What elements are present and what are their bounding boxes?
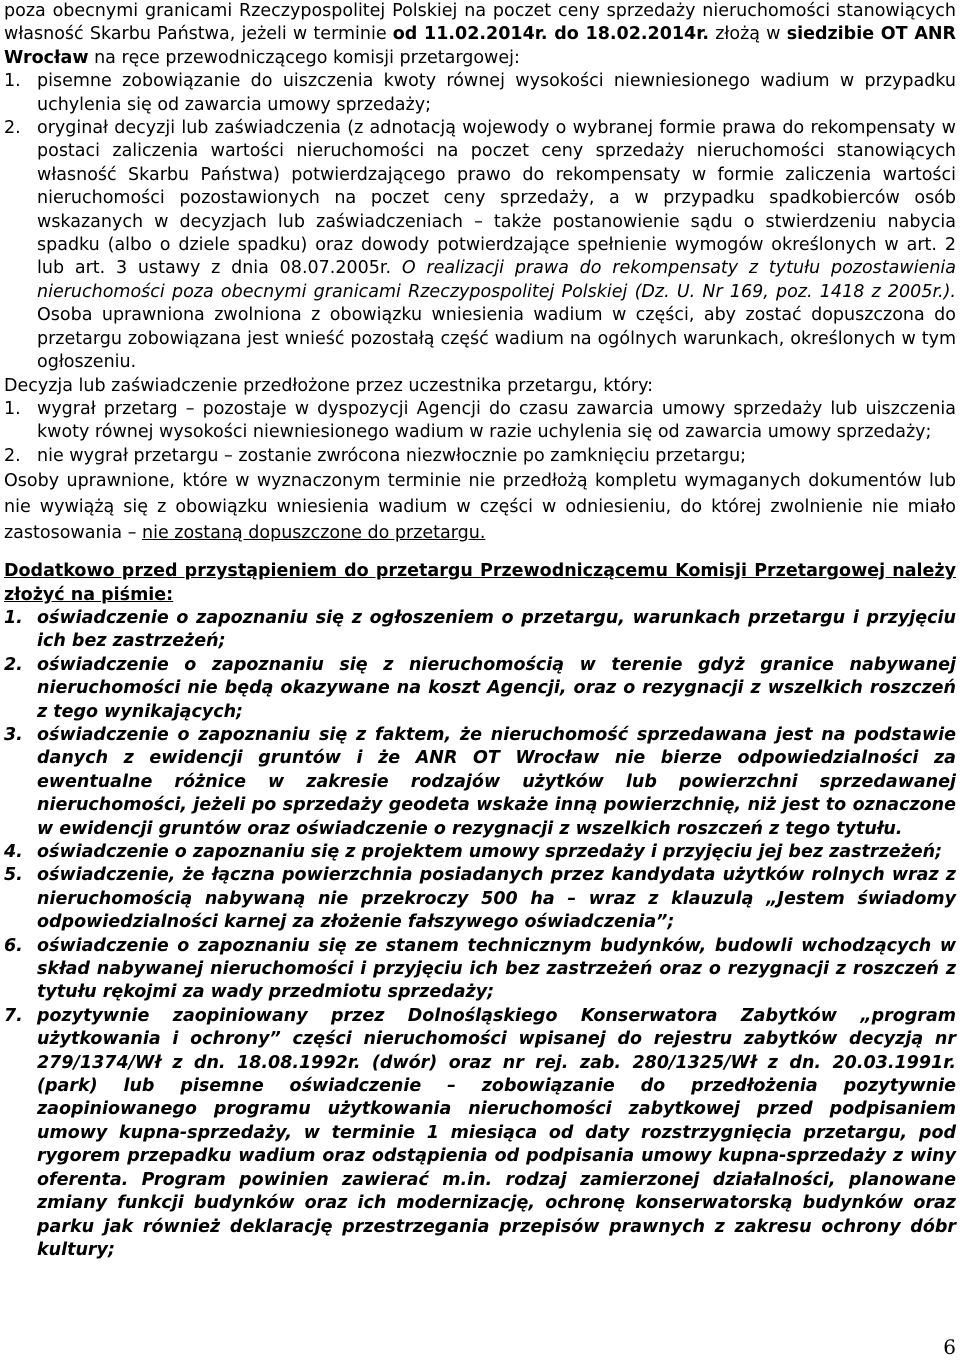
list-b-item-1: [4, 398, 956, 445]
list-c-item-4: [4, 841, 956, 864]
list-c-number: 1.: [4, 607, 23, 628]
list-c-item-7: [4, 1005, 956, 1262]
list-c-number: 2.: [4, 654, 23, 675]
list-c-item-2: [4, 654, 956, 724]
intro-line2-post: na ręce przewodniczącego komisji przetargowej:: [88, 47, 520, 68]
list-c-text: oświadczenie o zapoznaniu się z ogłoszeniem o przetargu, warunkach przetargu i przyjęciu ich bez zastrzeżeń;: [37, 607, 956, 652]
list-a-number: 2.: [4, 118, 21, 139]
spacer: [4, 546, 956, 560]
list-c-text: oświadczenie o zapoznaniu się z nieruchomością w terenie gdyż granice nabywanej nieruchomości nie będą okazywane na koszt Agencji, oraz o rezygnacji z wszelkich roszczeń z tego wynikających;: [37, 654, 956, 722]
list-a-text: [37, 117, 956, 374]
list-a-2-text: oryginał decyzji lub zaświadczenia (z adnotacją wojewody o wybranej formie prawa do rekompensaty w postaci zaliczenia wartości nieruchomości na poczet ceny sprzedaży nieruchomości stanowiących własność Skarbu Państwa) potwierdzającego prawo do rekompensaty w formie zaliczenia wartości nieruchomości pozostawionych na poczet ceny sprzedaży, a w przypadku spadkobierców osób wskazanych w decyzjach lub zaświadczeniach – także postanowienie sądu o stwierdzeniu nabycia spadku (albo o dziele spadku) oraz dowody potwierdzające spełnienie wymogów określonych w art. 2 lub art. 3 ustawy z dnia 08.07.2005r.: [37, 118, 956, 279]
list-b-text: wygrał przetarg – pozostaje w dyspozycji Agencji do czasu zawarcia umowy sprzedaży lub uiszczenia kwoty równej wysokości niewniesionego wadium w razie uchylenia się od zawarcia umowy sprzedaży;: [37, 398, 956, 443]
list-b-text: nie wygrał przetargu – zostanie zwrócona niezwłocznie po zamknięciu przetargu;: [37, 445, 747, 466]
decision-intro: Decyzja lub zaświadczenie przedłożone przez uczestnika przetargu, który:: [4, 375, 654, 396]
persons-paragraph: [4, 468, 956, 546]
law-reference: O realizacji prawa do rekompensaty z tytułu pozostawienia nieruchomości poza obecnymi granicami Rzeczypospolitej Polskiej (Dz. U. Nr 169, poz. 1418 z 2005r.).: [37, 258, 956, 302]
list-c-text: oświadczenie o zapoznaniu się ze stanem technicznym budynków, budowli wchodzących w skład nabywanej nieruchomości i przyjęciu ich bez zastrzeżeń oraz o rezygnacji z roszczeń z tytułu rękojmi za wady przedmiotu sprzedaży;: [37, 935, 956, 1003]
list-c-number: 3.: [4, 724, 23, 745]
list-c-text: oświadczenie o zapoznaniu się z faktem, że nieruchomość sprzedawana jest na podstawie danych z ewidencji gruntów i że ANR OT Wrocław nie bierze odpowiedzialności za ewentualne różnice w zakresie rodzajów użytków lub powierzchni sprzedawanej nieruchomości, jeżeli po sprzedaży geodeta wskaże inną powierzchnię, niż jest to oznaczone w ewidencji gruntów oraz oświadczenie o rezygnacji z wszelkich roszczeń z tego tytułu.: [37, 724, 956, 839]
list-a-item-2: [4, 117, 956, 374]
section-heading: Dodatkowo przed przystąpieniem do przetargu Przewodniczącemu Komisji Przetargowej należy złożyć na piśmie:: [4, 561, 956, 605]
list-a-2-text-continued: Osoba uprawniona zwolniona z obowiązku wniesienia wadium w części, aby zostać dopuszczona do przetargu zobowiązana jest wnieść pozostałą część wadium na ogólnych warunkach, określonych w tym ogłoszeniu.: [37, 305, 956, 373]
list-c-number: 6.: [4, 935, 23, 956]
list-c-item-5: [4, 864, 956, 934]
persons-underlined: nie zostaną dopuszczone do przetargu.: [142, 523, 486, 544]
intro-text: poza obecnymi granicami Rzeczypospolitej Polskiej na poczet ceny sprzedaży nieruchomości stanowiących własność Skarbu Państwa, jeżeli w terminie: [4, 1, 956, 45]
intro-line2-pre: złożą w: [715, 24, 787, 45]
document-page: [4, 0, 956, 1262]
list-c-text: oświadczenie, że łączna powierzchnia posiadanych przez kandydata użytków rolnych wraz z nieruchomością nabywaną nie przekroczy 500 ha – wraz z klauzulą „Jestem świadomy odpowiedzialności karnej za złożenie fałszywego oświadczenia”;: [37, 865, 956, 933]
list-c-number: 5.: [4, 865, 23, 886]
list-a-text: pisemne zobowiązanie do uiszczenia kwoty równej wysokości niewniesionego wadium w przypadku uchylenia się od zawarcia umowy sprzedaży;: [37, 71, 956, 115]
list-c-number: 7.: [4, 1005, 23, 1026]
list-a-item-1: [4, 70, 956, 117]
list-c-text: pozytywnie zaopiniowany przez Dolnośląskiego Konserwatora Zabytków „program użytkowania i ochrony” części nieruchomości wpisanej do rejestru zabytków decyzją nr 279/1374/Wł z dn. 18.08.1992r. (dwór) oraz nr rej. zab. 280/1325/Wł z dn. 20.03.1991r. (park) lub pisemne oświadczenie – zobowiązanie do przedłożenia pozytywnie zaopiniowanego programu użytkowania nieruchomości zabytkowej przed podpisaniem umowy kupna-sprzedaży, w terminie 1 miesiąca od daty rozstrzygnięcia przetargu, pod rygorem przepadku wadium oraz odstąpienia od podpisania umowy kupna-sprzedaży z winy oferenta. Program powinien zawierać m.in. rodzaj zamierzonej działalności, planowane zmiany funkcji budynków oraz ich modernizację, ochronę konserwatorską budynków oraz parku jak również deklarację przestrzegania przepisów prawnych z zakresu ochrony dóbr kultury;: [37, 1005, 956, 1260]
list-b-number: 1.: [4, 398, 21, 419]
list-b-item-2: [4, 445, 956, 468]
list-c-item-6: [4, 935, 956, 1005]
intro-place: siedzibie OT ANR Wrocław: [4, 24, 956, 68]
list-c-text: oświadczenie o zapoznaniu się z projektem umowy sprzedaży i przyjęciu jej bez zastrzeżeń;: [37, 842, 943, 862]
list-b-number: 2.: [4, 445, 21, 466]
intro-paragraph: [4, 0, 956, 70]
list-c-number: 4.: [4, 842, 23, 862]
list-c-item-1: [4, 607, 956, 654]
list-c-item-3: [4, 724, 956, 841]
intro-dates: od 11.02.2014r. do 18.02.2014r.: [392, 24, 710, 45]
page-number: 6: [943, 1335, 956, 1359]
list-a-number: 1.: [4, 71, 21, 92]
persons-text: Osoby uprawnione, które w wyznaczonym terminie nie przedłożą kompletu wymaganych dokumentów lub nie wywiążą się z obowiązku wniesienia wadium w części w odniesieniu, do której zwolnienie nie miało zastosowania –: [4, 471, 956, 544]
